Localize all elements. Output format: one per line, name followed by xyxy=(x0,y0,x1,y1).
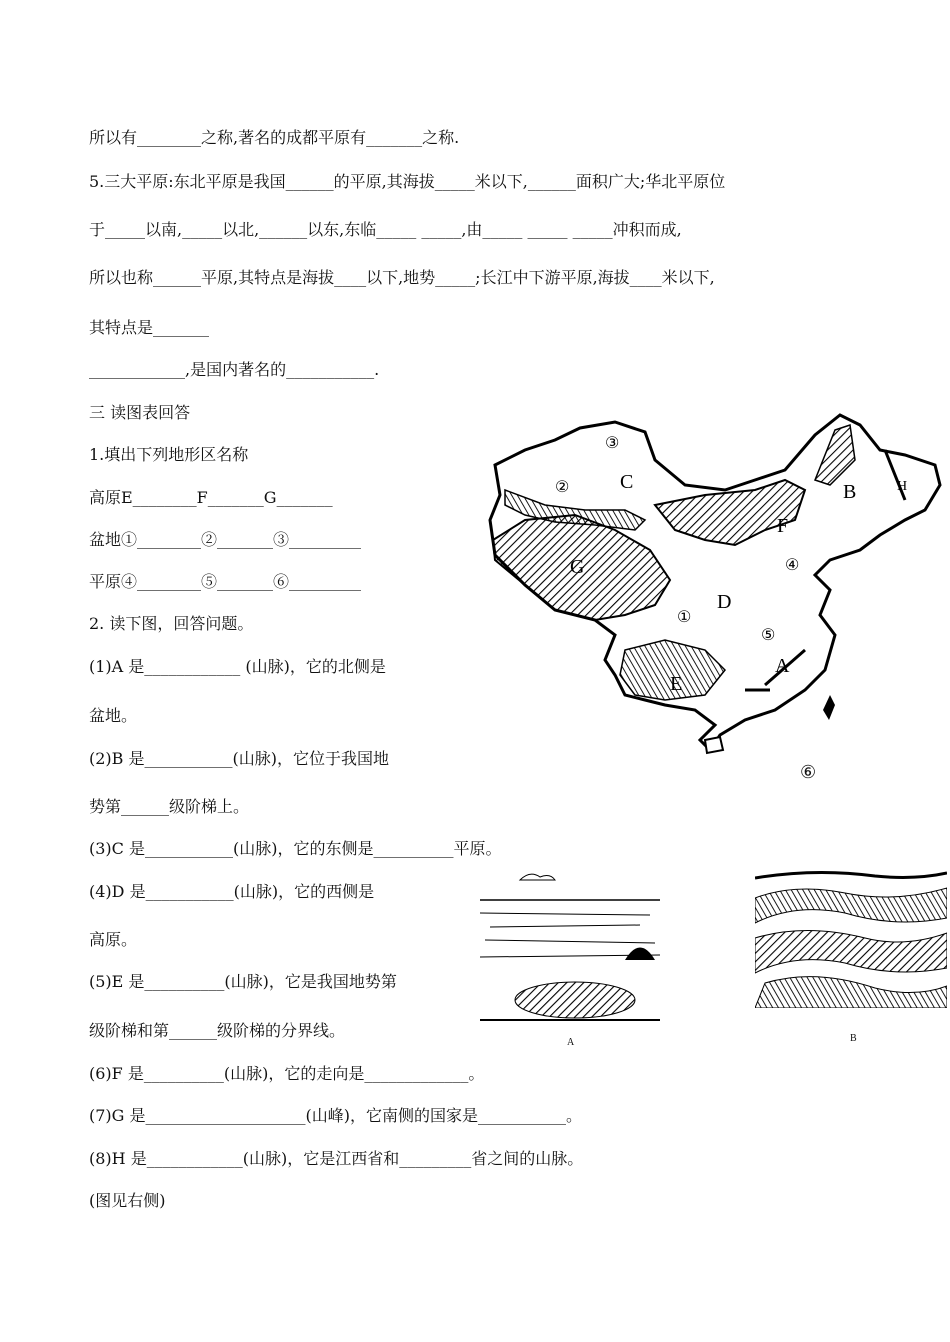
plateau-row: 高原E________F_______G_______ xyxy=(89,488,333,507)
map-circled-5: ⑤ xyxy=(761,625,776,644)
plain-row: 平原④________⑤_______⑥_________ xyxy=(89,572,362,591)
map-circled-1: ① xyxy=(677,607,692,626)
fill-line-6: ____________,是国内著名的___________. xyxy=(89,360,380,379)
fill-line-3: 于_____以南,_____以北,______以东,东临_____ _____,由_____ _____ _____冲积而成, xyxy=(89,220,682,239)
question-2-2b: 势第______级阶梯上。 xyxy=(89,797,250,816)
picture-a-caption: A xyxy=(567,1037,575,1048)
question-2-6: (6)F 是__________(山脉)，它的走向是_____________。 xyxy=(89,1064,485,1083)
section-heading: 三 读图表回答 xyxy=(89,403,191,422)
question-2-2a: (2)B 是___________(山脉)，它位于我国地 xyxy=(89,749,389,768)
question-2-5b: 级阶梯和第______级阶梯的分界线。 xyxy=(89,1021,346,1040)
map-number-label: ⑥ xyxy=(800,762,817,783)
fill-line-4: 所以也称______平原,其特点是海拔____以下,地势_____;长江中下游平原,海拔____米以下, xyxy=(89,268,715,287)
fill-line-5: 其特点是_______ xyxy=(89,318,210,337)
map-label-F: F xyxy=(777,515,789,537)
map-label-G: G xyxy=(570,556,585,578)
fill-line-2: 5.三大平原:东北平原是我国______的平原,其海拔_____米以下,______面积广大;华北平原位 xyxy=(89,172,726,191)
question-1-title: 1.填出下列地形区名称 xyxy=(89,445,249,464)
loess-hills-picture xyxy=(755,868,947,1008)
figure-note: (图见右侧) xyxy=(89,1191,166,1210)
question-2-1a: (1)A 是____________ (山脉)，它的北侧是 xyxy=(89,657,386,676)
basin-row: 盆地①________②_______③_________ xyxy=(89,530,362,549)
question-2-title: 2. 读下图，回答问题。 xyxy=(89,614,254,633)
question-2-8: (8)H 是____________(山脉)，它是江西省和_________省之间的山脉。 xyxy=(89,1149,584,1168)
map-label-C: C xyxy=(620,471,634,493)
map-label-E: E xyxy=(670,673,683,695)
map-circled-2: ② xyxy=(555,477,570,496)
question-2-4a: (4)D 是___________(山脉)，它的西侧是 xyxy=(89,882,375,901)
question-2-4b: 高原。 xyxy=(89,930,138,949)
question-2-7: (7)G 是____________________(山峰)，它南侧的国家是___________。 xyxy=(89,1106,583,1125)
question-2-3: (3)C 是___________(山脉)，它的东侧是__________平原。 xyxy=(89,839,502,858)
picture-b-caption: B xyxy=(850,1033,857,1044)
map-circled-3: ③ xyxy=(605,433,620,452)
fill-line-1: 所以有________之称,著名的成都平原有_______之称. xyxy=(89,128,460,147)
question-2-5a: (5)E 是__________(山脉)，它是我国地势第 xyxy=(89,972,397,991)
china-terrain-map xyxy=(485,410,945,760)
map-circled-4: ④ xyxy=(785,555,800,574)
question-2-1b: 盆地。 xyxy=(89,706,138,725)
grassland-picture xyxy=(480,865,660,1030)
map-label-H: H xyxy=(897,479,908,494)
map-label-A: A xyxy=(775,655,790,677)
map-label-B: B xyxy=(843,481,857,503)
map-label-D: D xyxy=(717,591,732,613)
